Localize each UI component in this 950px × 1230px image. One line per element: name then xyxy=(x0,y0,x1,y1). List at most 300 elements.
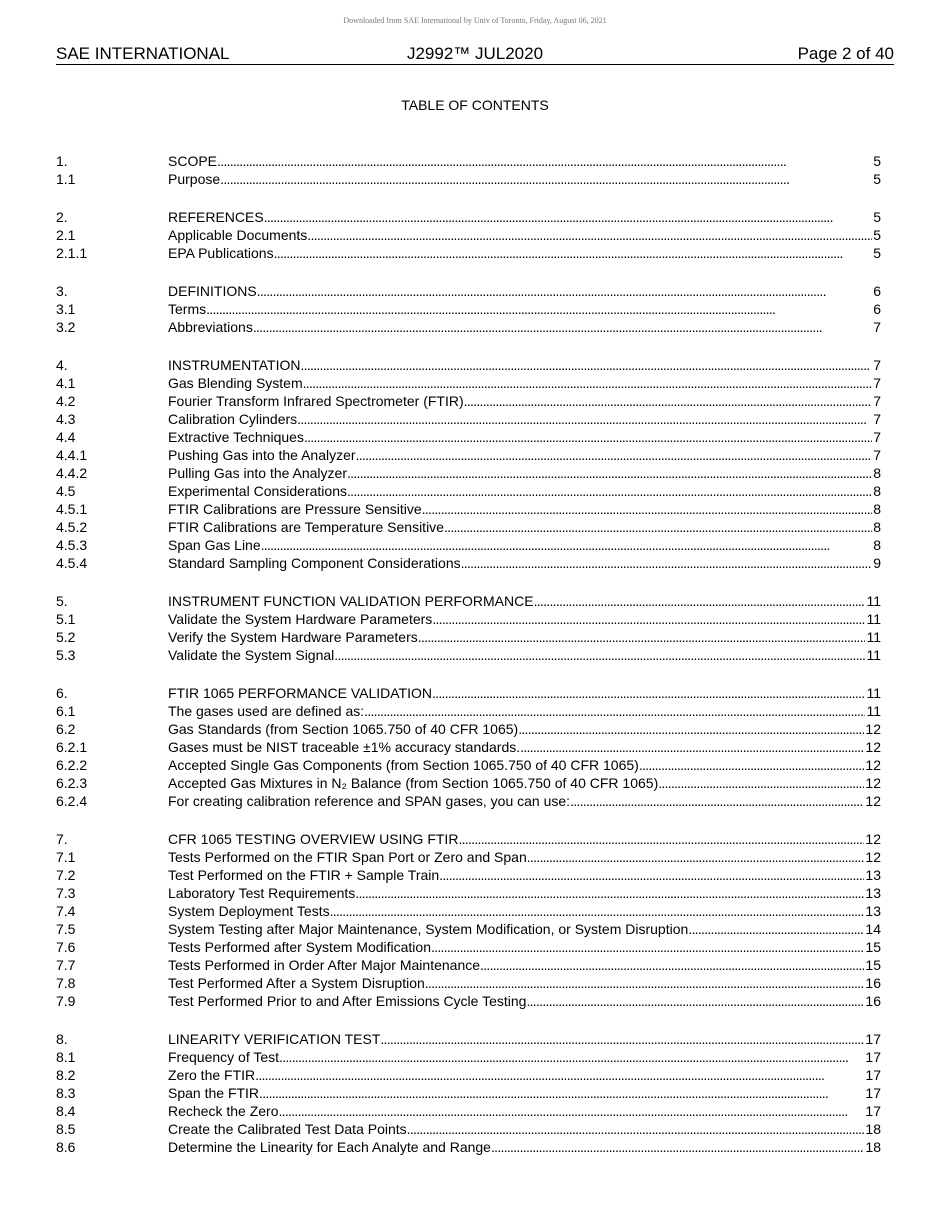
toc-entry-title: Verify the System Hardware Parameters xyxy=(168,629,418,645)
toc-entry[interactable] xyxy=(56,684,881,702)
toc-entry-number: 7.6 xyxy=(56,939,76,955)
toc-entry-line xyxy=(168,1084,881,1102)
toc-entry-page: 15 xyxy=(865,957,881,973)
toc-dot-leader xyxy=(639,756,865,774)
toc-entry[interactable] xyxy=(56,152,881,170)
toc-entry-page: 17 xyxy=(865,1049,881,1065)
toc-entry-title: INSTRUMENT FUNCTION VALIDATION PERFORMANCE xyxy=(168,593,534,609)
toc-dot-leader xyxy=(217,152,872,170)
toc-entry-line xyxy=(168,684,881,702)
toc-entry-number: 2.1.1 xyxy=(56,245,88,261)
toc-entry-line xyxy=(168,848,881,866)
toc-entry[interactable] xyxy=(56,610,881,628)
toc-entry-line xyxy=(168,536,881,554)
toc-entry[interactable] xyxy=(56,226,881,244)
toc-entry[interactable] xyxy=(56,374,881,392)
toc-entry-page: 16 xyxy=(865,975,881,991)
toc-entry-title: System Testing after Major Maintenance, System Modification, or System Disruption xyxy=(168,921,689,937)
toc-entry-page: 17 xyxy=(865,1085,881,1101)
toc-entry-line xyxy=(168,592,881,610)
toc-entry-page: 5 xyxy=(873,171,881,187)
toc-entry-page: 12 xyxy=(865,757,881,773)
toc-entry-page: 7 xyxy=(873,319,881,335)
toc-dot-leader xyxy=(464,392,873,410)
toc-entry[interactable] xyxy=(56,738,881,756)
toc-entry-page: 13 xyxy=(865,903,881,919)
toc-entry-title: FTIR Calibrations are Temperature Sensitive xyxy=(168,519,444,535)
toc-entry-number: 7.3 xyxy=(56,885,76,901)
toc-entry-number: 7.5 xyxy=(56,921,76,937)
toc-entry-line xyxy=(168,152,881,170)
toc-entry-number: 8.5 xyxy=(56,1121,76,1137)
toc-section xyxy=(56,356,881,572)
toc-entry-title: Abbreviations xyxy=(168,319,253,335)
toc-entry-number: 5.1 xyxy=(56,611,76,627)
toc-entry-page: 7 xyxy=(873,411,881,427)
toc-entry-title: CFR 1065 TESTING OVERVIEW USING FTIR xyxy=(168,831,459,847)
toc-dot-leader xyxy=(304,428,872,446)
toc-entry[interactable] xyxy=(56,884,881,902)
toc-entry-page: 8 xyxy=(873,483,881,499)
toc-entry-page: 12 xyxy=(865,831,881,847)
toc-dot-leader xyxy=(300,356,872,374)
toc-entry-number: 4.5.3 xyxy=(56,537,88,553)
toc-entry-title: Terms xyxy=(168,301,207,317)
toc-entry-number: 7.7 xyxy=(56,957,76,973)
toc-entry-line xyxy=(168,628,881,646)
toc-entry-number: 3.1 xyxy=(56,301,76,317)
toc-entry[interactable] xyxy=(56,244,881,262)
toc-entry-page: 17 xyxy=(865,1031,881,1047)
toc-entry-page: 6 xyxy=(873,283,881,299)
toc-section xyxy=(56,152,881,188)
toc-entry[interactable] xyxy=(56,938,881,956)
toc-entry-page: 18 xyxy=(865,1139,881,1155)
toc-entry-page: 14 xyxy=(865,921,881,937)
toc-entry-title: FTIR Calibrations are Pressure Sensitive xyxy=(168,501,422,517)
toc-entry-line xyxy=(168,974,881,992)
toc-entry-title: System Deployment Tests xyxy=(168,903,330,919)
toc-entry-line xyxy=(168,1138,881,1156)
toc-dot-leader xyxy=(425,974,865,992)
toc-entry[interactable] xyxy=(56,792,881,810)
toc-entry-line xyxy=(168,792,881,810)
toc-entry[interactable] xyxy=(56,446,881,464)
toc-entry-number: 6.2.3 xyxy=(56,775,88,791)
toc-entry-title: Accepted Gas Mixtures in N₂ Balance (from Section 1065.750 of 40 CFR 1065) xyxy=(168,775,659,791)
toc-entry-page: 15 xyxy=(865,939,881,955)
toc-entry-line xyxy=(168,774,881,792)
toc-dot-leader xyxy=(418,628,866,646)
toc-entry-title: Gas Blending System xyxy=(168,375,303,391)
toc-entry-number: 5.3 xyxy=(56,647,76,663)
toc-entry-line xyxy=(168,170,881,188)
toc-entry[interactable] xyxy=(56,830,881,848)
toc-entry-title: Span the FTIR xyxy=(168,1085,260,1101)
toc-entry-page: 13 xyxy=(865,885,881,901)
toc-dot-leader xyxy=(439,866,864,884)
toc-entry[interactable] xyxy=(56,392,881,410)
toc-entry-title: Test Performed After a System Disruption xyxy=(168,975,425,991)
toc-entry-number: 1.1 xyxy=(56,171,76,187)
toc-entry[interactable] xyxy=(56,1066,881,1084)
toc-entry-title: Pulling Gas into the Analyzer xyxy=(168,465,347,481)
toc-entry-title: Laboratory Test Requirements xyxy=(168,885,356,901)
toc-entry[interactable] xyxy=(56,554,881,572)
toc-entry-line xyxy=(168,646,881,664)
toc-dot-leader xyxy=(257,282,873,300)
toc-section xyxy=(56,684,881,810)
toc-entry-number: 8.3 xyxy=(56,1085,76,1101)
toc-entry-number: 4.5 xyxy=(56,483,76,499)
toc-entry[interactable] xyxy=(56,720,881,738)
toc-entry[interactable] xyxy=(56,282,881,300)
toc-entry-number: 7.8 xyxy=(56,975,76,991)
toc-dot-leader xyxy=(688,920,864,938)
toc-dot-leader xyxy=(264,208,873,226)
toc-entry-number: 6.2.1 xyxy=(56,739,88,755)
toc-entry[interactable] xyxy=(56,702,881,720)
toc-entry-line xyxy=(168,464,881,482)
toc-dot-leader xyxy=(431,938,864,956)
toc-entry-number: 8.1 xyxy=(56,1049,76,1065)
toc-dot-leader xyxy=(206,300,872,318)
download-watermark: Downloaded from SAE International by Univ of Toronto, Friday, August 06, 2021 xyxy=(343,16,607,25)
toc-entry-number: 5.2 xyxy=(56,629,76,645)
toc-entry[interactable] xyxy=(56,592,881,610)
toc-entry-title: FTIR 1065 PERFORMANCE VALIDATION xyxy=(168,685,432,701)
toc-entry-number: 4. xyxy=(56,357,68,373)
toc-entry[interactable] xyxy=(56,518,881,536)
toc-section xyxy=(56,830,881,1010)
toc-entry-number: 4.1 xyxy=(56,375,76,391)
toc-entry-number: 1. xyxy=(56,153,68,169)
page-header xyxy=(56,44,894,65)
toc-entry-number: 6.1 xyxy=(56,703,76,719)
toc-entry[interactable] xyxy=(56,300,881,318)
toc-entry-page: 13 xyxy=(865,867,881,883)
toc-entry-page: 7 xyxy=(873,375,881,391)
toc-entry-page: 16 xyxy=(865,993,881,1009)
toc-entry-number: 4.4.1 xyxy=(56,447,88,463)
toc-entry-page: 12 xyxy=(865,849,881,865)
header-organization: SAE INTERNATIONAL xyxy=(56,44,230,63)
toc-entry-title: Tests Performed after System Modification xyxy=(168,939,431,955)
toc-entry-line xyxy=(168,482,881,500)
toc-entry-title: Experimental Considerations xyxy=(168,483,347,499)
toc-entry-line xyxy=(168,1030,881,1048)
toc-entry[interactable] xyxy=(56,464,881,482)
toc-entry-line xyxy=(168,702,881,720)
toc-entry-line xyxy=(168,720,881,738)
toc-entry-title: Zero the FTIR xyxy=(168,1067,256,1083)
toc-entry-title: Span Gas Line xyxy=(168,537,261,553)
toc-dot-leader xyxy=(570,792,864,810)
toc-entry-line xyxy=(168,518,881,536)
toc-entry[interactable] xyxy=(56,646,881,664)
toc-dot-leader xyxy=(520,738,864,756)
toc-entry-title: Fourier Transform Infrared Spectrometer (FTIR) xyxy=(168,393,464,409)
toc-entry[interactable] xyxy=(56,500,881,518)
toc-entry-line xyxy=(168,318,881,336)
toc-entry[interactable] xyxy=(56,920,881,938)
toc-dot-leader xyxy=(261,536,873,554)
toc-dot-leader xyxy=(461,554,873,572)
toc-dot-leader xyxy=(255,1066,864,1084)
toc-entry-title: For creating calibration reference and SPAN gases, you can use: xyxy=(168,793,571,809)
toc-entry[interactable] xyxy=(56,536,881,554)
toc-entry[interactable] xyxy=(56,848,881,866)
toc-entry-page: 8 xyxy=(873,519,881,535)
toc-entry-line xyxy=(168,866,881,884)
toc-entry-line xyxy=(168,410,881,428)
toc-entry-line xyxy=(168,992,881,1010)
toc-entry-line xyxy=(168,500,881,518)
toc-entry[interactable] xyxy=(56,318,881,336)
toc-entry-number: 4.3 xyxy=(56,411,76,427)
toc-dot-leader xyxy=(347,482,872,500)
toc-entry-page: 7 xyxy=(873,393,881,409)
toc-entry-page: 8 xyxy=(873,537,881,553)
toc-entry-number: 3.2 xyxy=(56,319,76,335)
toc-entry-line xyxy=(168,1120,881,1138)
toc-dot-leader xyxy=(274,244,873,262)
toc-entry-number: 4.5.2 xyxy=(56,519,88,535)
toc-entry-line xyxy=(168,208,881,226)
toc-entry-number: 4.2 xyxy=(56,393,76,409)
toc-entry[interactable] xyxy=(56,1138,881,1156)
toc-entry-line xyxy=(168,282,881,300)
toc-dot-leader xyxy=(658,774,864,792)
toc-entry-line xyxy=(168,392,881,410)
toc-dot-leader xyxy=(444,518,872,536)
toc-entry-title: Pushing Gas into the Analyzer xyxy=(168,447,356,463)
toc-entry-page: 11 xyxy=(866,647,881,663)
toc-entry-title: DEFINITIONS xyxy=(168,283,257,299)
toc-entry-page: 17 xyxy=(865,1103,881,1119)
toc-entry-page: 11 xyxy=(866,611,881,627)
toc-dot-leader xyxy=(527,848,865,866)
toc-entry-line xyxy=(168,226,881,244)
toc-entry-title: Create the Calibrated Test Data Points xyxy=(168,1121,407,1137)
toc-entry-title: Test Performed on the FTIR + Sample Train xyxy=(168,867,440,883)
toc-entry-page: 7 xyxy=(873,447,881,463)
toc-entry-line xyxy=(168,1048,881,1066)
toc-entry-page: 11 xyxy=(866,703,881,719)
toc-entry-page: 5 xyxy=(873,245,881,261)
toc-section xyxy=(56,282,881,336)
toc-dot-leader xyxy=(534,592,866,610)
toc-entry-number: 8.2 xyxy=(56,1067,76,1083)
toc-entry-title: Tests Performed on the FTIR Span Port or Zero and Span xyxy=(168,849,527,865)
toc-entry-number: 8.4 xyxy=(56,1103,76,1119)
toc-dot-leader xyxy=(297,410,872,428)
toc-dot-leader xyxy=(480,956,864,974)
toc-entry-page: 11 xyxy=(866,593,881,609)
toc-dot-leader xyxy=(259,1084,864,1102)
toc-entry-number: 7.2 xyxy=(56,867,76,883)
toc-entry-title: SCOPE xyxy=(168,153,218,169)
page-title: TABLE OF CONTENTS xyxy=(401,97,549,113)
toc-entry-line xyxy=(168,374,881,392)
toc-entry[interactable] xyxy=(56,1102,881,1120)
toc-dot-leader xyxy=(526,992,864,1010)
toc-entry-number: 4.5.4 xyxy=(56,555,88,571)
toc-entry[interactable] xyxy=(56,410,881,428)
toc-entry-page: 5 xyxy=(873,153,881,169)
toc-entry[interactable] xyxy=(56,208,881,226)
header-page-number: Page 2 of 40 xyxy=(797,44,894,63)
toc-entry-number: 3. xyxy=(56,283,68,299)
toc-entry-line xyxy=(168,902,881,920)
toc-entry-title: Validate the System Hardware Parameters xyxy=(168,611,433,627)
toc-entry-number: 4.4 xyxy=(56,429,76,445)
toc-dot-leader xyxy=(279,1048,864,1066)
toc-entry-line xyxy=(168,738,881,756)
toc-entry-page: 7 xyxy=(873,429,881,445)
toc-entry-number: 2.1 xyxy=(56,227,76,243)
toc-entry-number: 5. xyxy=(56,593,68,609)
toc-entry[interactable] xyxy=(56,1084,881,1102)
toc-dot-leader xyxy=(330,902,865,920)
toc-section xyxy=(56,1030,881,1156)
toc-entry[interactable] xyxy=(56,956,881,974)
toc-entry[interactable] xyxy=(56,482,881,500)
toc-entry-number: 4.5.1 xyxy=(56,501,88,517)
toc-entry-page: 12 xyxy=(865,739,881,755)
toc-entry[interactable] xyxy=(56,1120,881,1138)
toc-dot-leader xyxy=(491,1138,864,1156)
toc-entry[interactable] xyxy=(56,1048,881,1066)
toc-entry-line xyxy=(168,244,881,262)
toc-entry-number: 2. xyxy=(56,209,68,225)
toc-entry-number: 6.2.2 xyxy=(56,757,88,773)
toc-section xyxy=(56,592,881,664)
toc-dot-leader xyxy=(279,1102,865,1120)
toc-dot-leader xyxy=(380,1030,864,1048)
toc-entry-title: Test Performed Prior to and After Emissions Cycle Testing xyxy=(168,993,527,1009)
toc-entry-title: Applicable Documents xyxy=(168,227,308,243)
toc-entry-title: Validate the System Signal xyxy=(168,647,335,663)
toc-entry-title: REFERENCES xyxy=(168,209,264,225)
toc-dot-leader xyxy=(220,170,872,188)
toc-entry-line xyxy=(168,446,881,464)
toc-dot-leader xyxy=(355,884,864,902)
toc-dot-leader xyxy=(518,720,864,738)
toc-entry-page: 11 xyxy=(866,629,881,645)
toc-entry-page: 9 xyxy=(873,555,881,571)
toc-entry-title: Accepted Single Gas Components (from Section 1065.750 of 40 CFR 1065) xyxy=(168,757,639,773)
toc-entry-page: 5 xyxy=(873,227,881,243)
toc-entry-title: EPA Publications xyxy=(168,245,274,261)
toc-entry-page: 17 xyxy=(865,1067,881,1083)
toc-dot-leader xyxy=(458,830,864,848)
toc-entry-line xyxy=(168,300,881,318)
toc-entry-number: 7. xyxy=(56,831,68,847)
toc-entry-page: 6 xyxy=(873,301,881,317)
toc-dot-leader xyxy=(432,684,865,702)
toc-entry-line xyxy=(168,830,881,848)
toc-entry-line xyxy=(168,428,881,446)
toc-entry-number: 6.2 xyxy=(56,721,76,737)
toc-entry-number: 6.2.4 xyxy=(56,793,88,809)
toc-entry-number: 8.6 xyxy=(56,1139,76,1155)
toc-entry[interactable] xyxy=(56,1030,881,1048)
toc-entry[interactable] xyxy=(56,170,881,188)
toc-entry-title: Calibration Cylinders xyxy=(168,411,298,427)
toc-dot-leader xyxy=(253,318,872,336)
toc-entry-line xyxy=(168,920,881,938)
toc-entry[interactable] xyxy=(56,992,881,1010)
toc-entry[interactable] xyxy=(56,866,881,884)
toc-dot-leader xyxy=(303,374,873,392)
toc-entry-page: 8 xyxy=(873,465,881,481)
toc-entry-page: 12 xyxy=(865,775,881,791)
toc-dot-leader xyxy=(307,226,872,244)
toc-entry[interactable] xyxy=(56,356,881,374)
toc-entry-line xyxy=(168,1102,881,1120)
toc-entry-title: INSTRUMENTATION xyxy=(168,357,301,373)
toc-section xyxy=(56,208,881,262)
toc-entry-title: Recheck the Zero xyxy=(168,1103,279,1119)
toc-entry-line xyxy=(168,610,881,628)
toc-entry-line xyxy=(168,554,881,572)
toc-entry-page: 18 xyxy=(865,1121,881,1137)
toc-entry-number: 7.9 xyxy=(56,993,76,1009)
toc-entry-page: 8 xyxy=(873,501,881,517)
toc-entry-title: Gases must be NIST traceable ±1% accuracy standards. xyxy=(168,739,521,755)
toc-dot-leader xyxy=(334,646,865,664)
toc-dot-leader xyxy=(356,446,873,464)
toc-entry[interactable] xyxy=(56,628,881,646)
toc-entry-line xyxy=(168,756,881,774)
toc-dot-leader xyxy=(422,500,873,518)
toc-entry-line xyxy=(168,938,881,956)
toc-entry-number: 7.1 xyxy=(56,849,76,865)
header-document-id: J2992™ JUL2020 xyxy=(406,44,544,63)
toc-entry-title: The gases used are defined as: xyxy=(168,703,365,719)
toc-entry-page: 7 xyxy=(873,357,881,373)
toc-entry-title: Purpose xyxy=(168,171,221,187)
toc-entry-title: Extractive Techniques xyxy=(168,429,304,445)
toc-dot-leader xyxy=(364,702,865,720)
toc-entry-title: LINEARITY VERIFICATION TEST xyxy=(168,1031,381,1047)
toc-entry[interactable] xyxy=(56,902,881,920)
toc-entry-line xyxy=(168,356,881,374)
toc-entry-line xyxy=(168,884,881,902)
toc-entry-page: 5 xyxy=(873,209,881,225)
toc-dot-leader xyxy=(347,464,872,482)
toc-entry[interactable] xyxy=(56,974,881,992)
toc-entry[interactable] xyxy=(56,774,881,792)
toc-entry-line xyxy=(168,1066,881,1084)
toc-entry-line xyxy=(168,956,881,974)
toc-entry-page: 11 xyxy=(866,685,881,701)
toc-entry-page: 12 xyxy=(865,721,881,737)
toc-entry-page: 12 xyxy=(865,793,881,809)
toc-entry[interactable] xyxy=(56,428,881,446)
toc-entry[interactable] xyxy=(56,756,881,774)
toc-entry-title: Tests Performed in Order After Major Maintenance xyxy=(168,957,481,973)
toc-entry-number: 6. xyxy=(56,685,68,701)
toc-entry-number: 8. xyxy=(56,1031,68,1047)
toc-dot-leader xyxy=(407,1120,865,1138)
toc-entry-number: 7.4 xyxy=(56,903,76,919)
toc-entry-number: 4.4.2 xyxy=(56,465,88,481)
toc-entry-title: Standard Sampling Component Considerations xyxy=(168,555,461,571)
toc-entry-title: Gas Standards (from Section 1065.750 of 40 CFR 1065) xyxy=(168,721,519,737)
toc-entry-title: Frequency of Test xyxy=(168,1049,280,1065)
